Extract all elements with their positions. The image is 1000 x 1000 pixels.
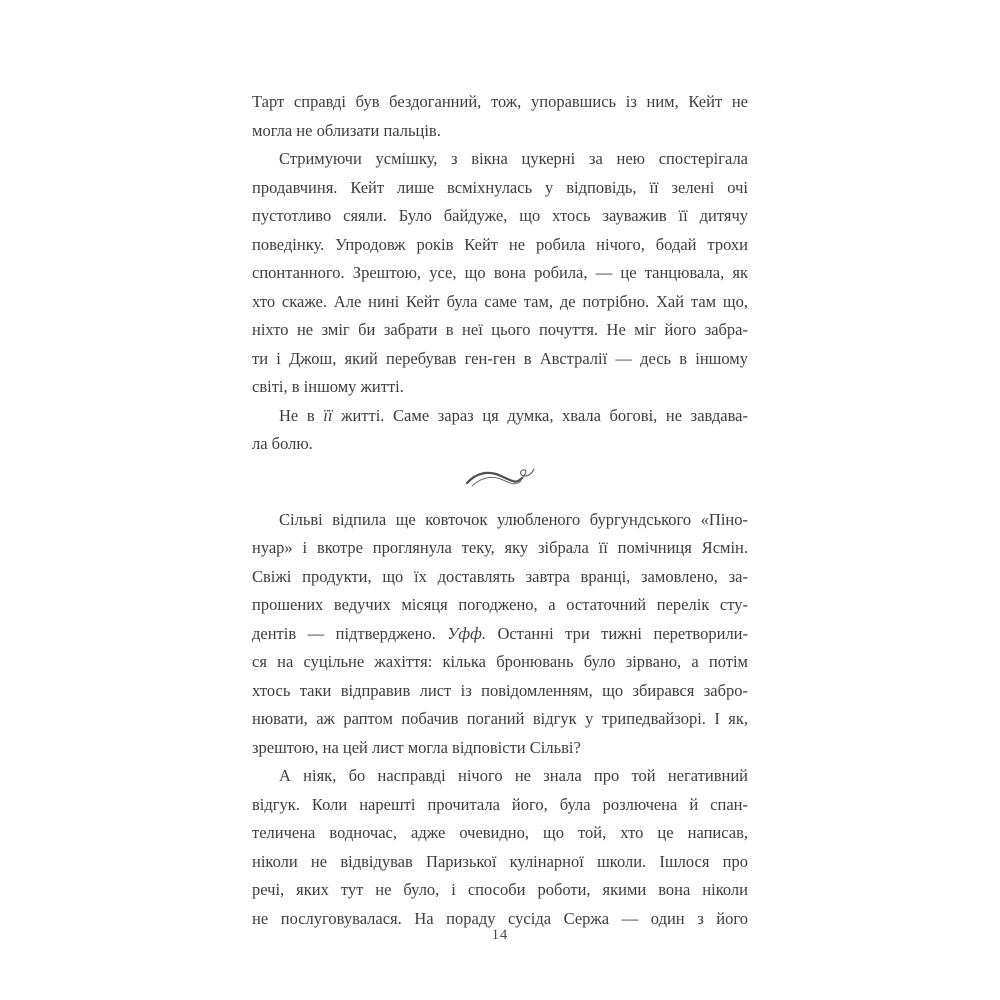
text-run: дентів — підтверджено. [252, 623, 448, 643]
text-run: прошених ведучих місяця погоджено, а остаточний перелік сту- [252, 595, 748, 614]
text-line [252, 288, 748, 317]
text-run: Сільві відпила ще ковточок улюбленого бургундського «Піно- [279, 509, 748, 529]
text-line [252, 648, 748, 677]
text-line [252, 591, 748, 620]
text-run: Останні три тижні перетворили- [485, 623, 748, 643]
text-run: продавчиня. Кейт лише всміхнулась у відповідь, її зелені очі [252, 177, 748, 197]
text-run: Не в [279, 405, 324, 425]
text-line [252, 620, 748, 649]
page-number: 14 [491, 927, 509, 943]
text-line [252, 117, 748, 146]
text-run: теличена водночас, адже очевидно, що той, хто це написав, [252, 823, 748, 842]
text-run: Свіжі продукти, що їх доставлять завтра вранці, замовлено, за- [252, 566, 748, 586]
text-run: пустотливо сяяли. Було байдуже, що хтось зауважив її дитячу [252, 206, 748, 225]
flourish-icon [464, 463, 536, 501]
text-line [252, 876, 748, 905]
italic-text: Уфф. [447, 623, 486, 643]
text-run: нуар» і вкотре проглянула теку, яку зібрала її помічниця Ясмін. [252, 538, 748, 557]
text-run: могла не облизати пальців. [252, 120, 441, 140]
text-run: речі, яких тут не було, і способи роботи, якими вона ніколи [252, 880, 748, 899]
text-line [252, 402, 748, 431]
text-run: ся на суцільне жахіття: кілька бронювань було зірвано, а потім [252, 652, 748, 671]
text-line [252, 848, 748, 877]
text-run: А ніяк, бо насправді нічого не знала про той негативний [279, 766, 748, 785]
text-line [252, 506, 748, 535]
text-line [252, 259, 748, 288]
text-line [252, 88, 748, 117]
text-run: ніколи не відвідував Паризької кулінарної школи. Ішлося про [252, 851, 748, 871]
text-line [252, 734, 748, 763]
text-run: ла болю. [252, 434, 313, 453]
text-line [252, 231, 748, 260]
text-line [252, 563, 748, 592]
text-line [252, 174, 748, 203]
text-section-1 [252, 88, 748, 459]
text-line [252, 316, 748, 345]
text-run: Тарт справді був бездоганний, тож, упоравшись із ним, Кейт не [252, 92, 748, 111]
text-line [252, 677, 748, 706]
text-line [252, 345, 748, 374]
text-line [252, 430, 748, 459]
text-section-2 [252, 506, 748, 934]
text-line [252, 705, 748, 734]
text-line [252, 202, 748, 231]
text-line [252, 762, 748, 791]
text-run: поведінку. Упродовж років Кейт не робила нічого, бодай трохи [252, 234, 748, 254]
text-run: житті. Саме зараз ця думка, хвала богові, не завдава- [332, 405, 749, 425]
section-divider [252, 459, 748, 506]
text-line [252, 145, 748, 174]
text-run: відгук. Коли нарешті прочитала його, була розлючена й спан- [252, 794, 748, 814]
text-line [252, 819, 748, 848]
page-text [252, 88, 748, 933]
text-run: світі, в іншому житті. [252, 377, 404, 396]
text-run: спонтанного. Зрештою, усе, що вона робила, — це танцювала, як [252, 263, 748, 282]
italic-text: її [323, 405, 333, 425]
text-run: не послуговувалася. На пораду сусіда Сержа — один з його [252, 908, 748, 928]
text-line [252, 373, 748, 402]
text-run: Стримуючи усмішку, з вікна цукерні за нею спостерігала [279, 149, 748, 168]
text-run: ніхто не зміг би забрати в неї цього почуття. Не міг його забра- [252, 320, 748, 339]
text-line [252, 791, 748, 820]
text-run: нювати, аж раптом побачив поганий відгук у трипедвайзорі. І як, [252, 709, 748, 728]
text-line [252, 534, 748, 563]
text-run: зрештою, на цей лист могла відповісти Сільві? [252, 737, 581, 757]
text-run: хто скаже. Але нині Кейт була саме там, де потрібно. Хай там що, [252, 291, 748, 311]
text-run: ти і Джош, який перебував ген-ген в Австралії — десь в іншому [252, 348, 748, 368]
text-run: хтось таки відправив лист із повідомленням, що збирався забро- [252, 680, 748, 700]
